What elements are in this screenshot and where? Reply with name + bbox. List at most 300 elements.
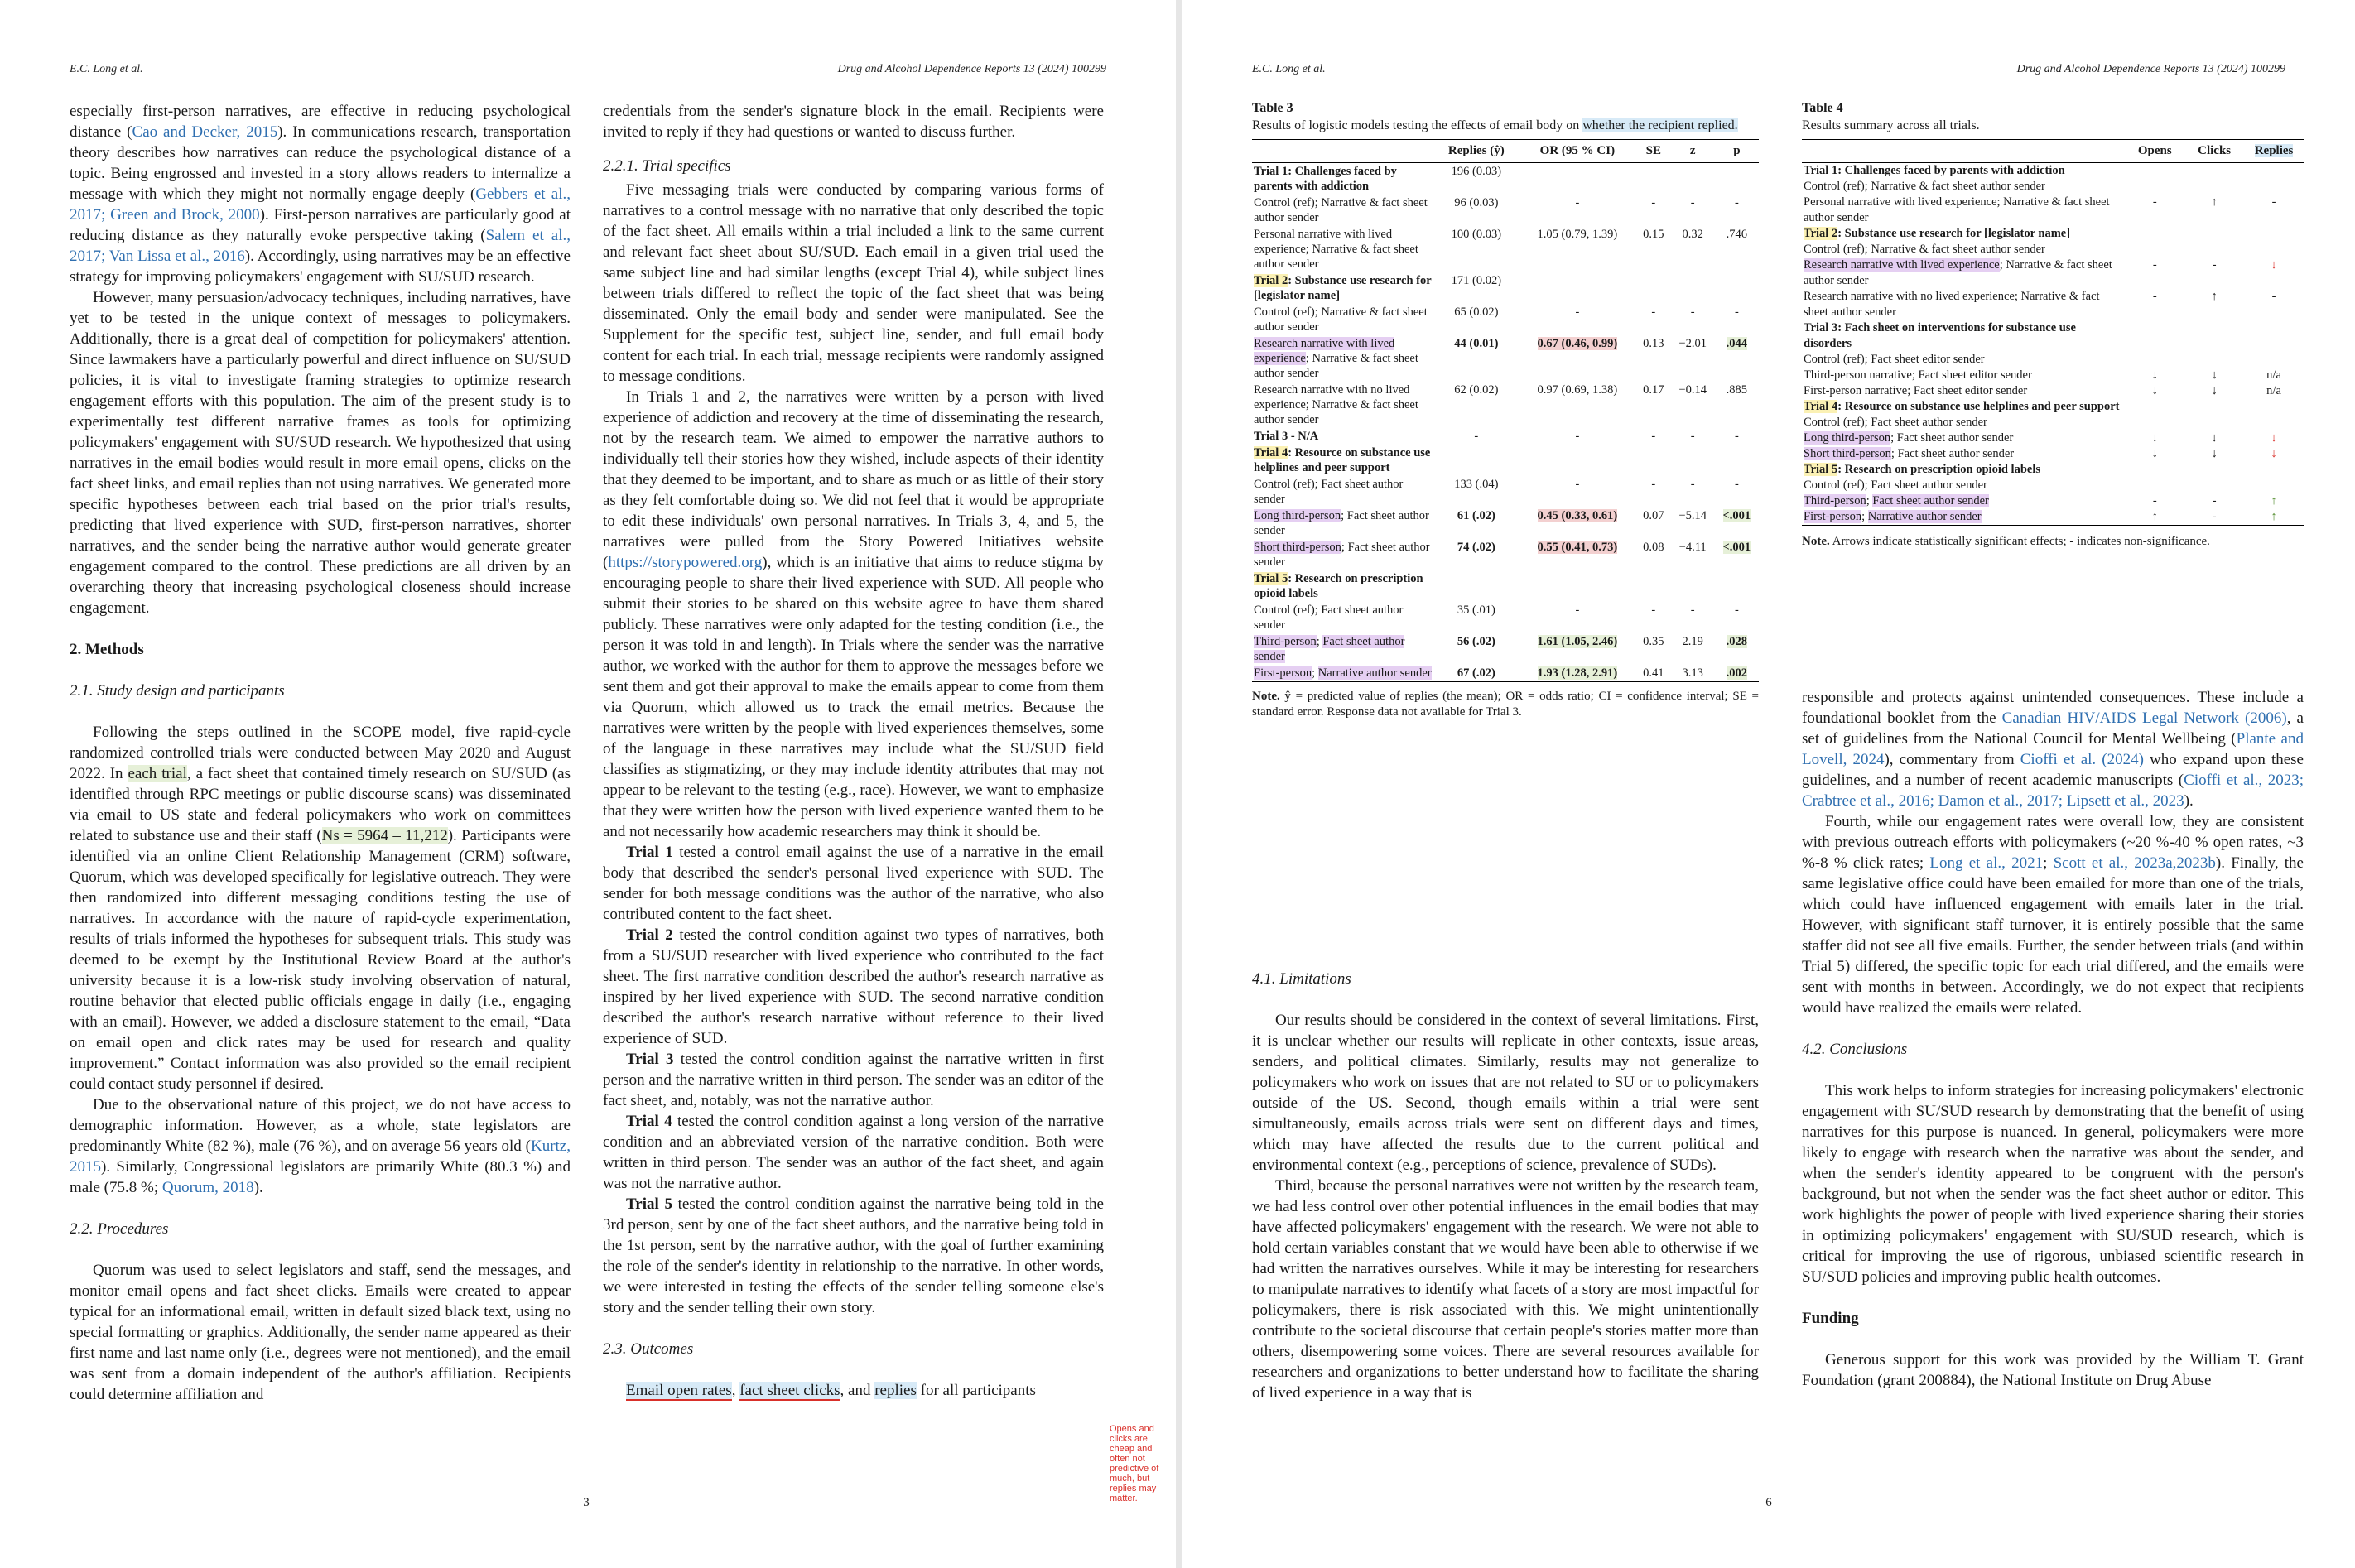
page-3 xyxy=(0,0,1176,1568)
replies-cell: 62 (0.02) xyxy=(1454,383,1499,397)
p-value-cell xyxy=(1715,665,1759,682)
table-row xyxy=(1802,320,2304,352)
se-cell xyxy=(1636,445,1671,476)
paragraph: Quorum was used to select legislators and staff, send the messages, and monitor email opens and fact sheet clicks. Emails were created to appear typical for an informational email, written in default sized black text, using no special formatting or graphics. Additionally, the sender name appeared as their first name and last name only (i.e., degrees were not mentioned), and the email was sent from a domain independent of the author's affiliation. Recipients could determine affiliation and xyxy=(70,1262,571,1403)
table-3-grid xyxy=(1252,139,1759,682)
odds-ratio-cell xyxy=(1519,226,1636,272)
row-label: Control (ref); Narrative & fact sheet author sender xyxy=(1804,180,2045,193)
p-value-cell xyxy=(1715,445,1759,476)
running-header-journal: Drug and Alcohol Dependence Reports 13 (2024) 100299 xyxy=(837,63,1106,75)
se-cell: 0.13 xyxy=(1643,337,1664,350)
paragraph: Email open rates, fact sheet clicks, and replies for all participants xyxy=(626,1382,1036,1399)
clicks-cell xyxy=(2184,242,2244,257)
z-cell xyxy=(1671,570,1715,602)
replies-cell xyxy=(2244,226,2304,242)
paragraph: In Trials 1 and 2, the narratives were written by a person with lived experience of addiction and recovery at the time of disseminating the research, not by the research team. We aimed to empower the narrative authors to individually tell their stories how they wished, include aspects of their identity that they deemed to be important, and to share as much or as little of their story as they felt comfortable doing so. We did not feel that it would be appropriate to edit these individuals' own personal narratives. In Trials 3, 4, and 5, the narratives were pulled from the Story Powered Initiatives website (https://storypowered.org), which is an initiative that aims to reduce stigma by encouraging people to share their lived experience with SUD. All people who submit their stories to be shared on this website agree to have them shared publicly. These narratives were only adapted for the testing condition (i.e., the person it was told in and length). In Trials where the sender was the narrative author, we worked with the author for them to approve the messages before we sent them and got their approval to make the emails appear to come from them via Quorum, which allowed us to track the email metrics. Because the narratives were written by the people with lived experiences themselves, some of the language in these narratives may include what the SU/SUD field classifies as stigmatizing, or they may include identity attributes that may not appear to be relevant to the testing (e.g., race). However, we want to emphasize that they were written how the person with lived experience wanted them to be and not necessarily how academic researchers may think it should be. xyxy=(603,388,1104,840)
opens-cell xyxy=(2125,179,2184,195)
opens-cell: ↑ xyxy=(2151,510,2158,523)
z-cell: - xyxy=(1690,305,1695,319)
opens-cell xyxy=(2125,352,2184,368)
se-cell: - xyxy=(1651,305,1656,319)
z-cell: −0.14 xyxy=(1678,383,1707,397)
highlight: Replies xyxy=(2254,144,2294,157)
row-label: Personal narrative with lived experience; Narrative & fact sheet author sender xyxy=(1804,195,2110,224)
table-row xyxy=(1802,195,2304,226)
row-label: Research narrative with lived experience; Narrative & fact sheet author sender xyxy=(1254,337,1418,380)
row-label: Trial 1: Challenges faced by parents with addiction xyxy=(1254,165,1397,193)
table-3 xyxy=(1252,99,1759,720)
replies-cell xyxy=(2244,242,2304,257)
clicks-cell: - xyxy=(2212,510,2217,523)
url-link[interactable]: https://storypowered.org xyxy=(608,554,763,571)
se-cell: 0.15 xyxy=(1643,228,1664,241)
left-column xyxy=(1252,969,1759,1403)
z-cell: - xyxy=(1690,430,1695,443)
highlight-annotation[interactable]: Email open rates xyxy=(626,1382,732,1399)
table-note: Note. Arrows indicate statistically significant effects; - indicates non-significance. xyxy=(1802,535,2210,548)
z-cell: - xyxy=(1690,604,1695,617)
odds-ratio-cell xyxy=(1519,633,1636,665)
highlight-annotation[interactable]: replies xyxy=(874,1382,917,1399)
highlight: Short third-person xyxy=(1254,541,1341,554)
clicks-cell: ↑ xyxy=(2211,195,2218,209)
trial-2-paragraph: Trial 2 tested the control condition against two types of narratives, both from a SU/SUD researcher with lived experience who contributed to the fact sheet. The first narrative condition described the author's research narrative as inspired by her lived experience with SUD. The second narrative condition described the author's research narrative without reference to their lived experience of SUD. xyxy=(603,926,1104,1047)
z-cell: −2.01 xyxy=(1678,337,1707,350)
citation-link[interactable]: Kurtz, 2015 xyxy=(70,1138,571,1176)
clicks-cell xyxy=(2184,352,2244,368)
paragraph: Third, because the personal narratives were not written by the research team, we had less control over other potential influences in the email bodies that may have affected policymakers' engagement with the research. We were not able to hold certain variables constant that we would have been able to otherwise if we had written the narratives ourselves. While it may be interesting for researchers to manipulate narratives to identify what facets of a story are most impactful for policymakers, there is risk associated with this. We might unintentionally contribute to the societal discourse that certain people's stories matter more than others, disempowering some voices. There are several resources available for researchers and organizations to better understand how to facilitate the sharing of lived experience in a way that is xyxy=(1252,1177,1759,1402)
table-3-header-3: SE xyxy=(1636,140,1671,163)
odds-ratio-cell xyxy=(1519,163,1636,195)
row-label: First-person; Narrative author sender xyxy=(1804,510,1982,523)
odds-ratio-cell xyxy=(1519,272,1636,304)
odds-ratio-value: - xyxy=(1575,305,1580,319)
table-row xyxy=(1252,665,1759,682)
highlight: Research narrative with lived experience xyxy=(1804,258,2000,272)
p-value-cell xyxy=(1715,476,1759,507)
section-heading: 2. Methods xyxy=(70,641,144,658)
row-label: Trial 4: Resource on substance use helplines and peer support xyxy=(1804,400,2120,413)
odds-ratio-value: 0.67 (0.46, 0.99) xyxy=(1537,337,1618,350)
clicks-cell: ↓ xyxy=(2211,447,2218,460)
row-label: Trial 1: Challenges faced by parents with addiction xyxy=(1804,164,2065,177)
table-row xyxy=(1252,304,1759,335)
highlight[interactable]: Ns = 5964 – 11,212 xyxy=(321,827,448,844)
table-row xyxy=(1252,195,1759,226)
opens-cell xyxy=(2125,242,2184,257)
replies-cell: 100 (0.03) xyxy=(1451,228,1502,241)
se-cell: 0.35 xyxy=(1643,635,1664,648)
opens-cell: ↓ xyxy=(2151,384,2158,397)
subsection-heading: 2.2.1. Trial specifics xyxy=(603,157,731,175)
highlight: Long third-person xyxy=(1254,509,1341,522)
p-value: - xyxy=(1734,305,1739,319)
opens-cell: - xyxy=(2152,290,2157,303)
highlight: Third-person xyxy=(1254,635,1317,648)
replies-cell: - xyxy=(1474,430,1479,443)
clicks-cell xyxy=(2184,179,2244,195)
citation-link[interactable]: Scott et al., 2023a,2023b xyxy=(2053,854,2216,872)
odds-ratio-cell xyxy=(1519,476,1636,507)
odds-ratio-cell xyxy=(1519,335,1636,382)
odds-ratio-value: 0.45 (0.33, 0.61) xyxy=(1537,509,1618,522)
table-row xyxy=(1802,430,2304,446)
opens-cell xyxy=(2125,415,2184,430)
table-row xyxy=(1802,446,2304,462)
p-value-cell xyxy=(1715,382,1759,428)
odds-ratio-cell xyxy=(1519,507,1636,539)
se-cell: 0.07 xyxy=(1643,509,1664,522)
table-row xyxy=(1802,242,2304,257)
opens-cell xyxy=(2125,478,2184,493)
table-row xyxy=(1802,368,2304,383)
z-cell xyxy=(1671,445,1715,476)
row-label: Short third-person; Fact sheet author sender xyxy=(1804,447,2015,460)
p-value-cell xyxy=(1715,602,1759,633)
table-3-header-0 xyxy=(1252,140,1434,163)
opens-cell xyxy=(2125,320,2184,352)
replies-cell: - xyxy=(2271,290,2276,303)
p-value-cell xyxy=(1715,633,1759,665)
odds-ratio-cell xyxy=(1519,195,1636,226)
running-header-authors: E.C. Long et al. xyxy=(1252,63,1326,75)
table-row xyxy=(1252,335,1759,382)
replies-cell: 35 (.01) xyxy=(1457,604,1495,617)
table-row xyxy=(1802,226,2304,242)
table-3-header-2: OR (95 % CI) xyxy=(1519,140,1636,163)
row-label: First-person; Narrative author sender xyxy=(1254,666,1432,680)
citation-link[interactable]: Salem et al., 2017; Van Lissa et al., 2016 xyxy=(70,227,571,265)
clicks-cell: - xyxy=(2212,494,2217,507)
row-label: Control (ref); Narrative & fact sheet author sender xyxy=(1254,305,1428,334)
table-caption: Table 3 Results of logistic models testing the effects of email body on whether the recipient replied. xyxy=(1252,101,1738,132)
row-label: Trial 5: Research on prescription opioid labels xyxy=(1804,463,2040,476)
replies-cell: 96 (0.03) xyxy=(1454,196,1499,209)
p-value: <.001 xyxy=(1722,541,1751,554)
clicks-cell xyxy=(2184,399,2244,415)
row-label: Control (ref); Fact sheet author sender xyxy=(1254,604,1404,632)
replies-cell: - xyxy=(2271,195,2276,209)
section-heading: Funding xyxy=(1802,1310,1859,1327)
table-row xyxy=(1252,272,1759,304)
paragraph: Following the steps outlined in the SCOPE model, five rapid-cycle randomized controlled trials were conducted between May 2020 and August 2022. In each trial, a fact sheet that contained timely research on SU/SUD (as identified through RPC meetings or public discourse scans) was disseminated via email to US state and federal policymakers who work on committees related to substance use and their staff (Ns = 5964 – 11,212). Participants were identified via an online Client Relationship Management (CRM) software, Quorum, which was developed specifically for legislative outreach. They were then randomized into different messaging conditions testing the use of narratives. In accordance with the nature of rapid-cycle experimentation, results of trials informed the hypotheses for subsequent trials. This study was deemed to be exempt by the Institutional Review Board at the author's university because it is a low-risk study involving observation of natural, routine behavior that elected public officials engage in daily (i.e., engaging with an email). However, we added a disclosure statement to the email, “Data on email open and click rates may be used for research and quality improvement.” Contact information was also provided so the email recipient could contact study personnel if desired. xyxy=(70,724,571,1093)
table-caption: Table 4 Results summary across all trials. xyxy=(1802,101,1980,132)
trial-1-paragraph: Trial 1 tested a control email against the use of a narrative in the email body that described the sender's personal lived experience with SUD. The sender for both message conditions was the author of the narrative, who also contributed content to the fact sheet. xyxy=(603,844,1104,923)
clicks-cell xyxy=(2184,462,2244,478)
running-header-journal: Drug and Alcohol Dependence Reports 13 (2024) 100299 xyxy=(2016,63,2285,75)
replies-cell: 56 (.02) xyxy=(1457,635,1495,648)
odds-ratio-value: 1.61 (1.05, 2.46) xyxy=(1537,635,1618,648)
z-cell: −5.14 xyxy=(1678,509,1707,522)
z-cell: - xyxy=(1690,196,1695,209)
se-cell xyxy=(1636,163,1671,195)
table-row xyxy=(1252,570,1759,602)
clicks-cell xyxy=(2184,163,2244,180)
replies-cell xyxy=(2244,415,2304,430)
row-label: Trial 2: Substance use research for [legislator name] xyxy=(1254,274,1432,302)
page-number: 3 xyxy=(583,1496,590,1509)
paragraph: This work helps to inform strategies for increasing policymakers' electronic engagement with SU/SUD research by demonstrating that the benefit of using narratives for this purpose is nuanced. In general, policymakers were more likely to engage with research when the narrative was about the sender, and when the sender's identity appeared to be congruent with the person's background, but not when the sender was the fact sheet author or editor. This work highlights the power of people with lived experience sharing their stories in optimizing policymakers' engagement with SU/SUD research, which is critical for improving the use of rigorous, unbiased scientific research in SU/SUD policies and improving public health outcomes. xyxy=(1802,1082,2304,1286)
row-label: Third-person; Fact sheet author sender xyxy=(1254,635,1405,663)
paragraph: especially first-person narratives, are effective in reducing psychological distance (Cao and Decker, 2015). In communications research, transportation theory describes how narratives can reduce the psychological distance of a topic. Being engrossed and invested in a story allows readers to internalize a message with which they might not normally engage deeply (Gebbers et al., 2017; Green and Brock, 2000). First-person narratives are particularly good at reducing distance as they naturally evoke perspective taking (Salem et al., 2017; Van Lissa et al., 2016). Accordingly, using narratives may be an effective strategy for improving policymakers' engagement with SU/SUD research. xyxy=(70,103,571,286)
citation-link[interactable]: Plante and Lovell, 2024 xyxy=(1802,730,2304,768)
replies-cell: ↓ xyxy=(2271,447,2277,460)
p-value-cell xyxy=(1715,539,1759,570)
odds-ratio-cell xyxy=(1519,304,1636,335)
paragraph: Generous support for this work was provided by the William T. Grant Foundation (grant 200884), the National Institute on Drug Abuse xyxy=(1802,1351,2304,1389)
se-cell: - xyxy=(1651,196,1656,209)
row-label: Control (ref); Narrative & fact sheet author sender xyxy=(1804,243,2045,256)
table-row xyxy=(1252,163,1759,195)
replies-cell xyxy=(2244,399,2304,415)
running-header-authors: E.C. Long et al. xyxy=(70,63,143,75)
odds-ratio-cell xyxy=(1519,570,1636,602)
table-row xyxy=(1252,539,1759,570)
p-value-cell xyxy=(1715,163,1759,195)
odds-ratio-cell xyxy=(1519,445,1636,476)
z-cell xyxy=(1671,163,1715,195)
p-value: .044 xyxy=(1726,337,1748,350)
table-row xyxy=(1802,163,2304,180)
se-cell: 0.08 xyxy=(1643,541,1664,554)
replies-cell: 61 (.02) xyxy=(1457,509,1495,522)
se-cell xyxy=(1636,570,1671,602)
citation-link[interactable]: Long et al., 2021 xyxy=(1929,854,2044,872)
row-label: First-person narrative; Fact sheet editor sender xyxy=(1804,384,2028,397)
citation-link[interactable]: Canadian HIV/AIDS Legal Network (2006) xyxy=(2001,709,2287,727)
table-3-header-1: Replies (ŷ) xyxy=(1434,140,1519,163)
paragraph: Due to the observational nature of this project, we do not have access to demographic information. However, as a whole, state legislators are predominantly White (82 %), male (76 %), and on average 56 years old (Kurtz, 2015). Similarly, Congressional legislators are primarily White (80.3 %) and male (75.8 %; Quorum, 2018). xyxy=(70,1096,571,1196)
odds-ratio-value: 1.05 (0.79, 1.39) xyxy=(1537,228,1618,241)
opens-cell xyxy=(2125,163,2184,180)
table-row xyxy=(1802,478,2304,493)
se-cell: - xyxy=(1651,430,1656,443)
paragraph: responsible and protects against unintended consequences. These include a foundational booklet from the Canadian HIV/AIDS Legal Network (2006), a set of guidelines from the National Council for Mental Wellbeing (Plante and Lovell, 2024), commentary from Cioffi et al. (2024) who expand upon these guidelines, and a number of recent academic manuscripts (Cioffi et al., 2023; Crabtree et al., 2016; Damon et al., 2017; Lipsett et al., 2023). xyxy=(1802,689,2304,810)
opens-cell xyxy=(2125,462,2184,478)
table-row xyxy=(1252,633,1759,665)
row-label: Short third-person; Fact sheet author sender xyxy=(1254,541,1430,569)
odds-ratio-cell xyxy=(1519,665,1636,682)
opens-cell: - xyxy=(2152,494,2157,507)
citation-link[interactable]: Cao and Decker, 2015 xyxy=(132,123,278,141)
opens-cell: - xyxy=(2152,258,2157,272)
table-row xyxy=(1802,493,2304,509)
replies-cell xyxy=(2244,462,2304,478)
row-label: Long third-person; Fact sheet author sender xyxy=(1804,431,2014,445)
p-value: <.001 xyxy=(1722,509,1751,522)
table-row xyxy=(1802,383,2304,399)
z-cell xyxy=(1671,272,1715,304)
row-label: Trial 4: Resource on substance use helplines and peer support xyxy=(1254,446,1431,474)
highlight: Trial 4 xyxy=(1804,400,1838,413)
row-label: Third-person narrative; Fact sheet editor sender xyxy=(1804,368,2032,382)
page-6 xyxy=(1182,0,2355,1568)
z-cell: −4.11 xyxy=(1678,541,1707,554)
p-value: - xyxy=(1734,604,1739,617)
highlight: Narrative author sender xyxy=(1317,666,1432,680)
table-4-grid xyxy=(1802,139,2304,526)
table-row xyxy=(1252,602,1759,633)
trial-4-paragraph: Trial 4 tested the control condition against a long version of the narrative condition and an abbreviated version of the narrative condition. Both were written in third person. The sender was an author of the fact sheet, and again was not the narrative author. xyxy=(603,1113,1104,1192)
citation-link[interactable]: Cioffi et al., 2023; Crabtree et al., 2016; Damon et al., 2017; Lipsett et al., 2023 xyxy=(1802,772,2304,810)
table-row xyxy=(1802,289,2304,320)
table-4-header-2: Clicks xyxy=(2184,140,2244,163)
row-label: Control (ref); Fact sheet author sender xyxy=(1804,479,1987,492)
clicks-cell: ↑ xyxy=(2211,290,2218,303)
table-row xyxy=(1802,179,2304,195)
highlight[interactable]: whether the recipient replied. xyxy=(1582,118,1738,132)
page-number: 6 xyxy=(1765,1496,1772,1509)
highlight-annotation[interactable]: fact sheet clicks xyxy=(739,1382,840,1399)
row-label: Long third-person; Fact sheet author sender xyxy=(1254,509,1429,537)
odds-ratio-value: - xyxy=(1575,196,1580,209)
highlight: Trial 5 xyxy=(1804,463,1838,476)
opens-cell: ↓ xyxy=(2151,431,2158,445)
opens-cell: - xyxy=(2152,195,2157,209)
replies-cell: 74 (.02) xyxy=(1457,541,1495,554)
replies-cell: ↓ xyxy=(2271,431,2277,445)
paragraph: Our results should be considered in the context of several limitations. First, it is unclear whether our results will replicate in other contexts, issue areas, senders, and political climates. Similarly, results may not generalize to policymakers who work on issues that are not related to SU or to policymakers outside of the US. Second, though emails within a trial were sent simultaneously, emails across trials were sent on different days and times, which may have affected the results due to the current political and environmental context (e.g., perceptions of science, prevalence of SUDs). xyxy=(1252,1012,1759,1174)
replies-cell xyxy=(2244,320,2304,352)
highlight: Fact sheet author sender xyxy=(1254,635,1405,663)
row-label: Personal narrative with lived experience; Narrative & fact sheet author sender xyxy=(1254,228,1418,271)
left-column xyxy=(70,101,571,1405)
opens-cell xyxy=(2125,226,2184,242)
table-row xyxy=(1252,507,1759,539)
p-value-cell xyxy=(1715,272,1759,304)
replies-cell: 65 (0.02) xyxy=(1454,305,1499,319)
odds-ratio-value: - xyxy=(1575,478,1580,491)
table-row xyxy=(1252,382,1759,428)
replies-cell: 133 (.04) xyxy=(1454,478,1499,491)
p-value: - xyxy=(1734,196,1739,209)
subsection-heading: 4.1. Limitations xyxy=(1252,970,1351,988)
row-label: Research narrative with no lived experience; Narrative & fact sheet author sender xyxy=(1254,383,1418,426)
clicks-cell xyxy=(2184,415,2244,430)
p-value: .746 xyxy=(1726,228,1748,241)
z-cell: - xyxy=(1690,478,1695,491)
clicks-cell: - xyxy=(2212,258,2217,272)
subsection-heading: 2.3. Outcomes xyxy=(603,1340,694,1358)
paragraph: Five messaging trials were conducted by comparing various forms of narratives to a control message with no narrative that only described the topic of the fact sheet. All emails within a trial included a link to the same current and relevant fact sheet about SU/SUD. Each email in a given trial used the same subject line and had similar lengths (except Trial 4), while subject lines between trials differed to reflect the topic of the fact sheet that was being disseminated. Only the email body and sender were manipulated. See the Supplement for the specific test, subject line, sender, and full email body content for each trial. In each trial, message recipients were randomly assigned to message conditions. xyxy=(603,181,1104,385)
margin-annotation-note[interactable]: Opens and clicks are cheap and often not predictive of much, but replies may matter. xyxy=(1110,1424,1159,1503)
clicks-cell xyxy=(2184,320,2244,352)
table-4-header-3 xyxy=(2244,140,2304,163)
replies-cell xyxy=(2244,478,2304,493)
replies-cell xyxy=(2244,163,2304,180)
opens-cell: ↓ xyxy=(2151,368,2158,382)
opens-cell: ↓ xyxy=(2151,447,2158,460)
se-cell: - xyxy=(1651,604,1656,617)
row-label: Control (ref); Fact sheet author sender xyxy=(1254,478,1404,506)
row-label: Control (ref); Narrative & fact sheet author sender xyxy=(1254,196,1428,224)
replies-cell: ↑ xyxy=(2271,510,2277,523)
highlight[interactable]: each trial xyxy=(128,765,187,782)
replies-cell: 67 (.02) xyxy=(1457,666,1495,680)
row-label: Third-person; Fact sheet author sender xyxy=(1804,494,1989,507)
subsection-heading: 4.2. Conclusions xyxy=(1802,1041,1908,1058)
p-value: .028 xyxy=(1726,635,1748,648)
trial-5-paragraph: Trial 5 tested the control condition against the narrative being told in the 3rd person, sent by one of the fact sheet authors, and the narrative being told in the 1st person, sent by the narrative author, with the goal of further examining the role of the sender's identity in relationship to the narrative. In other words, we were interested in testing the effects of the sender telling someone else's story and the sender telling their own story. xyxy=(603,1195,1104,1316)
table-4 xyxy=(1802,99,2304,550)
replies-cell: 171 (0.02) xyxy=(1451,274,1502,287)
odds-ratio-cell xyxy=(1519,382,1636,428)
table-row xyxy=(1802,415,2304,430)
replies-cell xyxy=(2244,179,2304,195)
right-column xyxy=(603,101,1104,1401)
highlight: Third-person xyxy=(1804,494,1866,507)
p-value: - xyxy=(1734,478,1739,491)
odds-ratio-cell xyxy=(1519,539,1636,570)
row-label: Research narrative with no lived experience; Narrative & fact sheet author sender xyxy=(1804,290,2100,319)
subsection-heading: 2.1. Study design and participants xyxy=(70,682,285,700)
row-label: Trial 3 - N/A xyxy=(1254,430,1319,443)
table-row xyxy=(1802,462,2304,478)
citation-link[interactable]: Gebbers et al., 2017; Green and Brock, 2000 xyxy=(70,185,571,224)
p-value: - xyxy=(1734,430,1739,443)
p-value: .885 xyxy=(1726,383,1748,397)
table-row xyxy=(1252,476,1759,507)
row-label: Research narrative with lived experience; Narrative & fact sheet author sender xyxy=(1804,258,2112,287)
replies-cell xyxy=(2244,352,2304,368)
table-row xyxy=(1252,428,1759,445)
citation-link[interactable]: Cioffi et al. (2024) xyxy=(2020,751,2144,768)
z-cell: 2.19 xyxy=(1682,635,1703,648)
replies-cell: n/a xyxy=(2266,384,2281,397)
opens-cell xyxy=(2125,399,2184,415)
highlight: Research narrative with lived experience xyxy=(1254,337,1395,365)
table-3-header-5: p xyxy=(1715,140,1759,163)
table-3-header-4: z xyxy=(1671,140,1715,163)
replies-cell xyxy=(1434,570,1519,602)
highlight: First-person xyxy=(1254,666,1312,680)
odds-ratio-value: 1.93 (1.28, 2.91) xyxy=(1537,666,1618,680)
p-value-cell xyxy=(1715,304,1759,335)
row-label: Control (ref); Fact sheet editor sender xyxy=(1804,353,1985,366)
highlight: First-person xyxy=(1804,510,1862,523)
row-label: Trial 2: Substance use research for [legislator name] xyxy=(1804,227,2071,240)
odds-ratio-cell xyxy=(1519,602,1636,633)
clicks-cell: ↓ xyxy=(2211,431,2218,445)
highlight: Trial 5 xyxy=(1254,572,1288,585)
z-cell: 3.13 xyxy=(1682,666,1703,680)
citation-link[interactable]: Quorum, 2018 xyxy=(161,1179,254,1196)
odds-ratio-value: 0.97 (0.69, 1.38) xyxy=(1537,383,1618,397)
p-value-cell xyxy=(1715,226,1759,272)
replies-cell xyxy=(1434,445,1519,476)
replies-cell: 196 (0.03) xyxy=(1451,165,1502,178)
table-row xyxy=(1252,445,1759,476)
subsection-heading: 2.2. Procedures xyxy=(70,1220,169,1238)
p-value-cell xyxy=(1715,195,1759,226)
se-cell: - xyxy=(1651,478,1656,491)
paragraph: credentials from the sender's signature block in the email. Recipients were invited to reply if they had questions or wanted to discuss further. xyxy=(603,103,1104,141)
table-4-header-1: Opens xyxy=(2125,140,2184,163)
highlight: Short third-person xyxy=(1804,447,1891,460)
clicks-cell: ↓ xyxy=(2211,384,2218,397)
replies-cell: ↑ xyxy=(2271,494,2277,507)
row-label: Control (ref); Fact sheet author sender xyxy=(1804,416,1987,429)
highlight: Trial 2 xyxy=(1254,274,1288,287)
row-label: Trial 3: Fach sheet on interventions for substance use disorders xyxy=(1804,321,2076,350)
right-column xyxy=(1802,687,2304,1391)
replies-cell: ↓ xyxy=(2271,258,2277,272)
table-row xyxy=(1252,226,1759,272)
se-cell xyxy=(1636,272,1671,304)
highlight: Trial 4 xyxy=(1254,446,1288,459)
p-value-cell xyxy=(1715,507,1759,539)
paragraph: Fourth, while our engagement rates were overall low, they are consistent with previous outreach efforts with policymakers (~20 %-40 % open rates, ~3 %-8 % click rates; Long et al., 2021; Scott et al., 2023a,2023b). Finally, the same legislative office could have been emailed for more than one of the trials, which could have influenced engagement with emails later in the trial. However, with significant staff turnover, it is entirely possible that the same staffer did not see all five emails. Further, the sender between trials (and within Trial 5) differed, the specific topic for each trial differed, and the emails were sent with months in between. Accordingly, we do not expect that recipients would have realized the emails were related. xyxy=(1802,813,2304,1017)
